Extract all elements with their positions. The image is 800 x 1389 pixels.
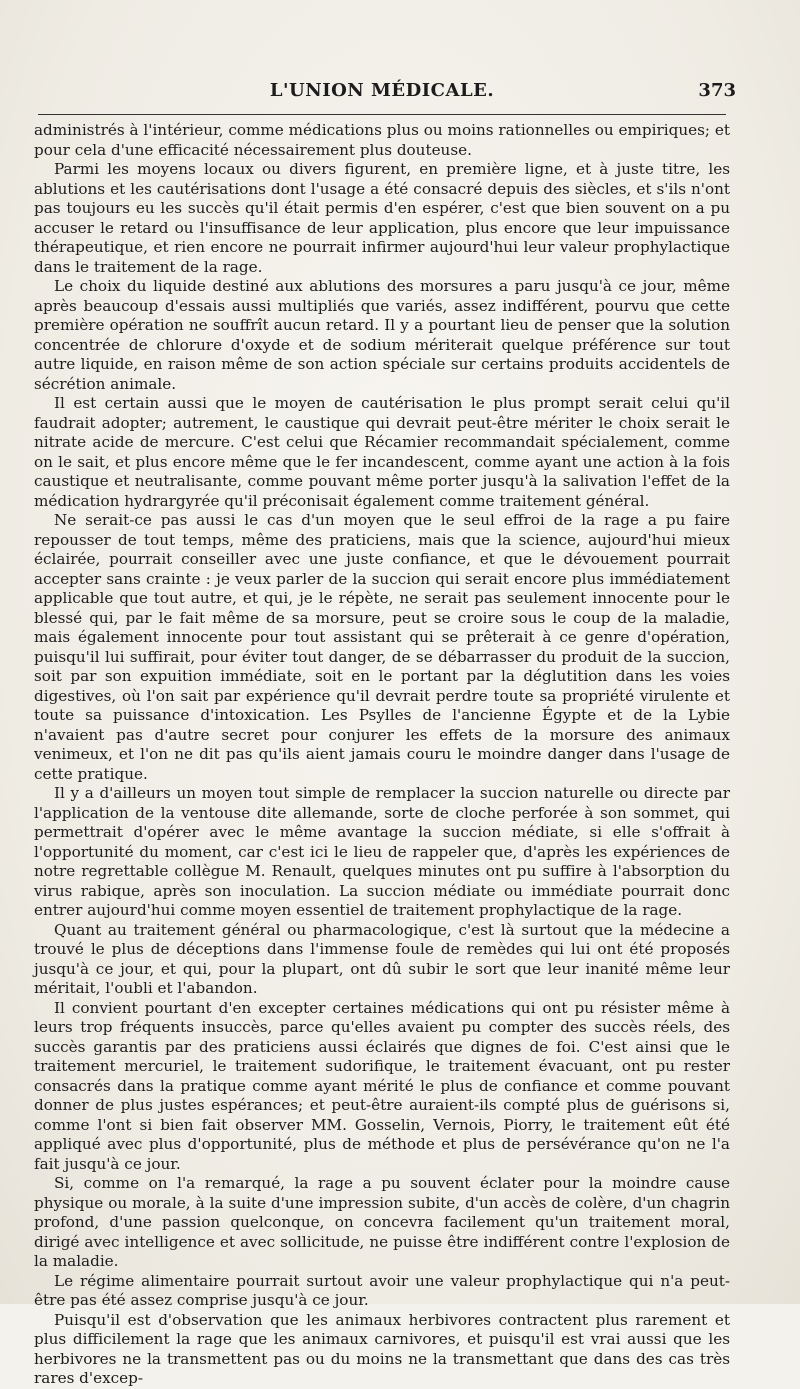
paragraph: Puisqu'il est d'observation que les animaux herbivores contractent plus rarement et plus difficilement la rage que les animaux carnivores, et puisqu'il est vrai aussi que les herbivores ne la transmettent pas ou du moins ne la transmettant que dans des cas très rares d'excep-	[34, 1310, 730, 1387]
paragraph: Il est certain aussi que le moyen de cautérisation le plus prompt serait celui qu'il faudrait adopter; autrement, le caustique qui devrait peut-être mériter le choix serait le nitrate acide de mercure. C'est celui que Récamier recommandait spécialement, comme on le sait, et plus encore même que le fer incandescent, comme ayant une action à la fois caustique et neutralisante, comme pouvant même porter jusqu'à la salivation l'effet de la médication hydrargyrée qu'il préconisait également comme traitement général.	[34, 394, 730, 510]
header-rule	[38, 114, 726, 115]
page-header	[34, 80, 736, 108]
paragraph: Quant au traitement général ou pharmacologique, c'est là surtout que la médecine a trouvé le plus de déceptions dans l'immense foule de remèdes qui lui ont été proposés jusqu'à ce jour, et qui, pour la plupart, ont dû subir le sort que leur inanité même leur méritait, l'oubli et l'abandon.	[34, 920, 730, 997]
running-title: L'UNION MÉDICALE.	[269, 80, 495, 101]
paragraph: Il convient pourtant d'en excepter certaines médications qui ont pu résister même à leurs trop fréquents insuccès, parce qu'elles avaient pu compter des succès réels, des succès garantis par des praticiens aussi éclairés que dignes de foi. C'est ainsi que le traitement mercuriel, le traitement sudorifique, le traitement évacuant, ont pu rester consacrés dans la pratique comme ayant mérité le plus de confiance et comme pouvant donner de plus justes espérances; et peut-être auraient-ils compté plus de guérisons si, comme l'ont si bien fait observer MM. Gosselin, Vernois, Piorry, le traitement eût été appliqué avec plus d'opportunité, plus de méthode et plus de persévérance qu'on ne l'a fait jusqu'à ce jour.	[34, 998, 730, 1173]
paragraph: Parmi les moyens locaux ou divers figurent, en première ligne, et à juste titre, les ablutions et les cautérisations dont l'usage a été consacré depuis des siècles, et s'ils n'ont pas toujours eu les succès qu'il était permis d'en espérer, c'est que bien souvent on a pu accuser le retard ou l'insuffisance de leur application, plus encore que leur impuissance thérapeutique, et rien encore ne pourrait infirmer aujourd'hui leur valeur prophylactique dans le traitement de la rage.	[34, 160, 730, 276]
paragraph: Ne serait-ce pas aussi le cas d'un moyen que le seul effroi de la rage a pu faire repousser de tout temps, même des praticiens, mais que la science, aujourd'hui mieux éclairée, pourrait conseiller avec une juste confiance, et que le dévouement pourrait accepter sans crainte : je veux parler de la succion qui serait encore plus immédiatement applicable que tout autre, et qui, je le répète, ne serait pas seulement innocente pour le blessé qui, par le fait même de sa morsure, peut se croire sous le coup de la maladie, mais également innocente pour tout assistant qui se prêterait à ce genre d'opération, puisqu'il lui suffirait, pour éviter tout danger, de se débarrasser du produit de la succion, soit par son expuition immédiate, soit en le portant par la déglutition dans les voies digestives, où l'on sait par expérience qu'il devrait perdre toute sa propriété virulente et toute sa puissance d'intoxication. Les Psylles de l'ancienne Égypte et de la Lybie n'avaient pas d'autre secret pour conjurer les effets de la morsure des animaux venimeux, et l'on ne dit pas qu'ils aient jamais couru le moindre danger dans l'usage de cette pratique.	[34, 511, 730, 783]
page-number: 373	[698, 80, 736, 101]
paragraph: Le régime alimentaire pourrait surtout avoir une valeur prophylactique qui n'a peut-être pas été assez comprise jusqu'à ce jour.	[34, 1271, 730, 1309]
paragraph: Le choix du liquide destiné aux ablutions des morsures a paru jusqu'à ce jour, même après beaucoup d'essais aussi multipliés que variés, assez indifférent, pourvu que cette première opération ne souffrît aucun retard. Il y a pourtant lieu de penser que la solution concentrée de chlorure d'oxyde et de sodium mériterait quelque préférence sur tout autre liquide, en raison même de son action spéciale sur certains produits accidentels de sécrétion animale.	[34, 277, 730, 393]
paragraph-continued: administrés à l'intérieur, comme médications plus ou moins rationnelles ou empiriques; et pour cela d'une efficacité nécessairement plus douteuse.	[34, 121, 730, 159]
paragraph: Si, comme on l'a remarqué, la rage a pu souvent éclater pour la moindre cause physique ou morale, à la suite d'une impression subite, d'un accès de colère, d'un chagrin profond, d'une passion quelconque, on concevra facilement qu'un traitement moral, dirigé avec intelligence et avec sollicitude, ne puisse être indifférent contre l'explosion de la maladie.	[34, 1174, 730, 1270]
body-text	[34, 121, 730, 1389]
paragraph: Il y a d'ailleurs un moyen tout simple de remplacer la succion naturelle ou directe par l'application de la ventouse dite allemande, sorte de cloche perforée à son sommet, qui permettrait d'opérer avec le même avantage la succion médiate, si elle s'offrait à l'opportunité du moment, car c'est ici le lieu de rappeler que, d'après les expériences de notre regrettable collègue M. Renault, quelques minutes ont pu suffire à l'absorption du virus rabique, après son inoculation. La succion médiate ou immédiate pourrait donc entrer aujourd'hui comme moyen essentiel de traitement prophylactique de la rage.	[34, 784, 730, 919]
